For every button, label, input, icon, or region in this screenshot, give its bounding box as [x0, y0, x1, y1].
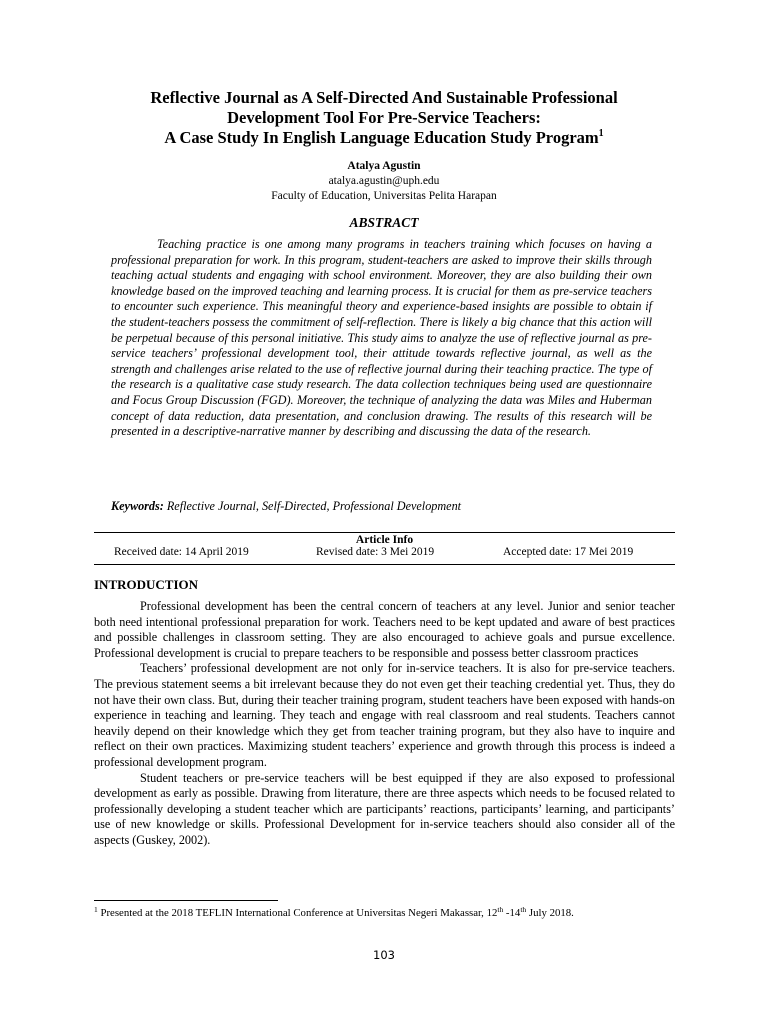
- title-line-2: Development Tool For Pre-Service Teachers:: [227, 108, 541, 127]
- title-footnote-mark: 1: [598, 128, 604, 139]
- introduction-heading: INTRODUCTION: [94, 577, 199, 592]
- keywords-line: [111, 499, 671, 514]
- introduction-body: [94, 599, 675, 849]
- author-affiliation: Faculty of Education, Universitas Pelita Harapan: [271, 190, 497, 202]
- intro-paragraph-1: Professional development has been the central concern of teachers at any level. Junior and senior teacher both need intentional professional preparation for work. Teachers need to be kept updated and aware of best practices and possible challenges in classroom setting. They are also encouraged to achieve goals and pursue excellence. Professional development is crucial to prepare teachers to be responsible and possess better classroom practices: [94, 599, 675, 660]
- article-info-heading: Article Info: [355, 534, 414, 546]
- keywords-label: Keywords:: [111, 499, 164, 513]
- footnote-text-after: July 2018.: [526, 907, 574, 919]
- accepted-date: Accepted date: 17 Mei 2019: [503, 546, 634, 558]
- abstract-body: [111, 237, 652, 440]
- footnote-text-before: Presented at the 2018 TEFLIN International Conference at Universitas Negeri Makassar, 12: [97, 907, 498, 919]
- abstract-text: Teaching practice is one among many programs in teachers training which focuses on having a professional preparation for work. In this program, student-teachers are asked to improve their skills through teaching actual students and engaging with school environment. Moreover, they are also building their own knowledge based on the improved teaching and learning process. It is crucial for them as pre-service teachers to encounter such experience. This meaningful theory and experience-based insights are possible to obtain if the student-teachers possess the commitment of self-reflection. There is likely a big chance that this action will be perpetual because of this personal initiative. This study aims to analyze the use of reflective journal as pre-service teachers’ professional development tool, their attitude towards reflective journal, as well as the strength and challenges arise related to the use of reflective journal during their teaching practice. The type of the research is a qualitative case study research. The data collection techniques being used are questionnaire and Focus Group Discussion (FGD). Moreover, the technique of analyzing the data was Miles and Huberman concept of data reduction, data presentation, and conclusion drawing. The results of this research will be presented in a descriptive-narrative manner by describing and discussing the data of the research.: [111, 237, 652, 439]
- article-info-bottom-rule: [94, 564, 675, 565]
- received-date: Received date: 14 April 2019: [114, 546, 249, 558]
- paper-title: [90, 88, 678, 148]
- keywords-text: Reflective Journal, Self-Directed, Professional Development: [166, 499, 462, 513]
- author-block: [90, 159, 678, 204]
- footnote-separator: [94, 900, 278, 901]
- title-line-3-text: A Case Study In English Language Education Study Program: [164, 128, 599, 147]
- author-email: atalya.agustin@uph.edu: [328, 175, 440, 187]
- title-line-1: Reflective Journal as A Self-Directed And Sustainable Professional: [150, 88, 618, 107]
- footnote-sup-2: th: [520, 905, 527, 914]
- title-line-3: [90, 128, 678, 148]
- author-name: Atalya Agustin: [347, 160, 421, 172]
- intro-paragraph-3: Student teachers or pre-service teachers will be best equipped if they are also exposed to professional development as early as possible. Drawing from literature, there are three aspects which needs to be focused related to professionally developing a student teacher which are participants’ reactions, participants’ learning, and participants’ use of new knowledge or skills. Professional Development for in-service teachers should also consider all of the aspects (Guskey, 2002).: [94, 770, 675, 847]
- page-number: 103: [373, 948, 395, 962]
- footnote: [94, 907, 694, 919]
- revised-date: Revised date: 3 Mei 2019: [316, 546, 435, 558]
- abstract-heading: ABSTRACT: [349, 215, 419, 230]
- intro-paragraph-2: Teachers’ professional development are not only for in-service teachers. It is also for pre-service teachers. The previous statement seems a bit irrelevant because they do not even get their teaching credential yet. Thus, they do not have their own class. But, during their teacher training program, student teachers have been exposed with hands-on experience in teaching and learning. They teach and engage with real classroom and real students. Teachers cannot heavily depend on their knowledge which they get from teacher training program, but they also have to inquire and reflect on their own practices. Maximizing student teachers’ experience and growth through this process is indeed a professional development program.: [94, 661, 675, 769]
- article-info-top-rule: [94, 532, 675, 533]
- footnote-mark: 1: [94, 905, 98, 914]
- footnote-text-mid: -14: [503, 907, 521, 919]
- footnote-sup-1: th: [497, 905, 504, 914]
